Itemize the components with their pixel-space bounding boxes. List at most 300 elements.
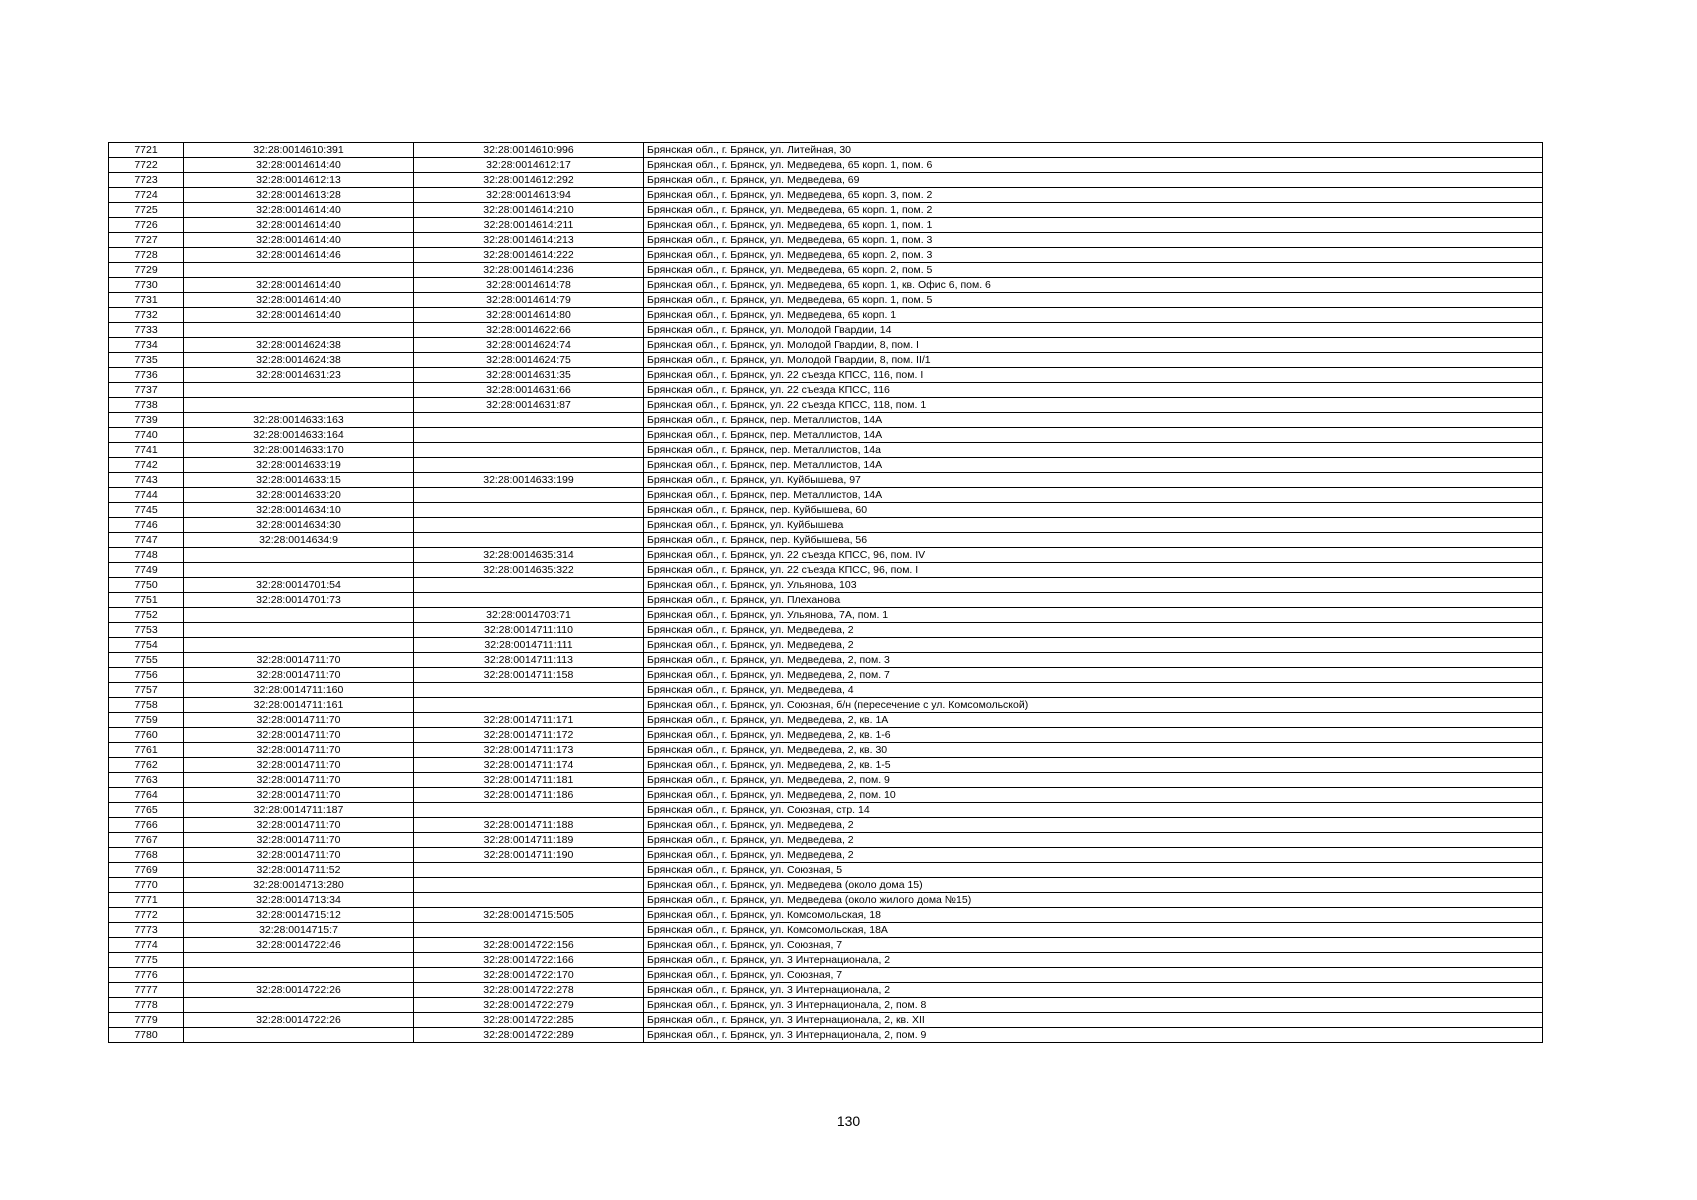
address-cell: Брянская обл., г. Брянск, ул. Медведева, 2: [644, 623, 1543, 638]
address-cell: Брянская обл., г. Брянск, пер. Металлистов, 14А: [644, 458, 1543, 473]
object-cadastral-cell: 32:28:0014614:211: [414, 218, 644, 233]
land-cadastral-cell: 32:28:0014610:391: [184, 143, 414, 158]
object-cadastral-cell: 32:28:0014711:171: [414, 713, 644, 728]
object-cadastral-cell: 32:28:0014631:66: [414, 383, 644, 398]
land-cadastral-cell: [184, 383, 414, 398]
row-number-cell: 7755: [109, 653, 184, 668]
row-number-cell: 7723: [109, 173, 184, 188]
object-cadastral-cell: 32:28:0014711:172: [414, 728, 644, 743]
land-cadastral-cell: 32:28:0014612:13: [184, 173, 414, 188]
table-row: [109, 368, 1543, 383]
object-cadastral-cell: [414, 578, 644, 593]
table-row: [109, 308, 1543, 323]
table-row: [109, 698, 1543, 713]
land-cadastral-cell: 32:28:0014713:280: [184, 878, 414, 893]
address-cell: Брянская обл., г. Брянск, ул. Медведева, 65 корп. 1, пом. 5: [644, 293, 1543, 308]
table-row: [109, 218, 1543, 233]
row-number-cell: 7758: [109, 698, 184, 713]
object-cadastral-cell: 32:28:0014722:156: [414, 938, 644, 953]
land-cadastral-cell: 32:28:0014711:70: [184, 653, 414, 668]
row-number-cell: 7750: [109, 578, 184, 593]
table-row: [109, 728, 1543, 743]
row-number-cell: 7741: [109, 443, 184, 458]
row-number-cell: 7778: [109, 998, 184, 1013]
land-cadastral-cell: 32:28:0014711:70: [184, 818, 414, 833]
table-row: [109, 593, 1543, 608]
row-number-cell: 7727: [109, 233, 184, 248]
object-cadastral-cell: 32:28:0014622:66: [414, 323, 644, 338]
row-number-cell: 7777: [109, 983, 184, 998]
object-cadastral-cell: 32:28:0014610:996: [414, 143, 644, 158]
object-cadastral-cell: 32:28:0014631:87: [414, 398, 644, 413]
land-cadastral-cell: [184, 623, 414, 638]
row-number-cell: 7763: [109, 773, 184, 788]
address-cell: Брянская обл., г. Брянск, пер. Куйбышева, 56: [644, 533, 1543, 548]
row-number-cell: 7737: [109, 383, 184, 398]
table-row: [109, 788, 1543, 803]
address-cell: Брянская обл., г. Брянск, ул. Медведева (около жилого дома №15): [644, 893, 1543, 908]
address-cell: Брянская обл., г. Брянск, ул. Медведева, 69: [644, 173, 1543, 188]
row-number-cell: 7780: [109, 1028, 184, 1043]
row-number-cell: 7765: [109, 803, 184, 818]
row-number-cell: 7730: [109, 278, 184, 293]
table-row: [109, 803, 1543, 818]
land-cadastral-cell: 32:28:0014614:46: [184, 248, 414, 263]
table-row: [109, 263, 1543, 278]
address-cell: Брянская обл., г. Брянск, ул. 22 съезда КПСС, 96, пом. I: [644, 563, 1543, 578]
table-row: [109, 893, 1543, 908]
table-row: [109, 818, 1543, 833]
land-cadastral-cell: [184, 563, 414, 578]
address-cell: Брянская обл., г. Брянск, ул. Союзная, 7: [644, 938, 1543, 953]
table-row: [109, 158, 1543, 173]
address-cell: Брянская обл., г. Брянск, ул. Союзная, стр. 14: [644, 803, 1543, 818]
address-cell: Брянская обл., г. Брянск, ул. Ульянова, 103: [644, 578, 1543, 593]
page-number: 130: [836, 1113, 861, 1129]
address-cell: Брянская обл., г. Брянск, пер. Металлистов, 14а: [644, 443, 1543, 458]
object-cadastral-cell: [414, 413, 644, 428]
address-cell: Брянская обл., г. Брянск, ул. Молодой Гвардии, 14: [644, 323, 1543, 338]
land-cadastral-cell: 32:28:0014711:160: [184, 683, 414, 698]
object-cadastral-cell: [414, 698, 644, 713]
land-cadastral-cell: 32:28:0014713:34: [184, 893, 414, 908]
land-cadastral-cell: 32:28:0014722:26: [184, 983, 414, 998]
row-number-cell: 7736: [109, 368, 184, 383]
row-number-cell: 7742: [109, 458, 184, 473]
table-row: [109, 833, 1543, 848]
table-row: [109, 518, 1543, 533]
row-number-cell: 7722: [109, 158, 184, 173]
table-row: [109, 458, 1543, 473]
object-cadastral-cell: 32:28:0014614:79: [414, 293, 644, 308]
table-row: [109, 488, 1543, 503]
object-cadastral-cell: [414, 518, 644, 533]
object-cadastral-cell: 32:28:0014722:279: [414, 998, 644, 1013]
row-number-cell: 7775: [109, 953, 184, 968]
land-cadastral-cell: 32:28:0014711:70: [184, 728, 414, 743]
object-cadastral-cell: 32:28:0014614:222: [414, 248, 644, 263]
object-cadastral-cell: 32:28:0014633:199: [414, 473, 644, 488]
object-cadastral-cell: 32:28:0014715:505: [414, 908, 644, 923]
object-cadastral-cell: 32:28:0014711:158: [414, 668, 644, 683]
object-cadastral-cell: 32:28:0014631:35: [414, 368, 644, 383]
object-cadastral-cell: 32:28:0014711:110: [414, 623, 644, 638]
object-cadastral-cell: 32:28:0014613:94: [414, 188, 644, 203]
land-cadastral-cell: 32:28:0014614:40: [184, 278, 414, 293]
row-number-cell: 7725: [109, 203, 184, 218]
object-cadastral-cell: [414, 503, 644, 518]
land-cadastral-cell: 32:28:0014614:40: [184, 203, 414, 218]
table-row: [109, 563, 1543, 578]
land-cadastral-cell: 32:28:0014711:70: [184, 773, 414, 788]
object-cadastral-cell: 32:28:0014722:289: [414, 1028, 644, 1043]
address-cell: Брянская обл., г. Брянск, ул. Медведева, 65 корп. 1: [644, 308, 1543, 323]
address-cell: Брянская обл., г. Брянск, ул. Медведева, 2, кв. 1А: [644, 713, 1543, 728]
address-cell: Брянская обл., г. Брянск, ул. Союзная, 5: [644, 863, 1543, 878]
row-number-cell: 7768: [109, 848, 184, 863]
address-cell: Брянская обл., г. Брянск, ул. 22 съезда КПСС, 116, пом. I: [644, 368, 1543, 383]
address-cell: Брянская обл., г. Брянск, ул. Медведева, 65 корп. 2, пом. 3: [644, 248, 1543, 263]
land-cadastral-cell: 32:28:0014633:170: [184, 443, 414, 458]
object-cadastral-cell: [414, 428, 644, 443]
address-cell: Брянская обл., г. Брянск, ул. Литейная, 30: [644, 143, 1543, 158]
table-row: [109, 173, 1543, 188]
address-cell: Брянская обл., г. Брянск, ул. Комсомольская, 18: [644, 908, 1543, 923]
table-row: [109, 773, 1543, 788]
address-cell: Брянская обл., г. Брянск, ул. Медведева, 65 корп. 2, пом. 5: [644, 263, 1543, 278]
land-cadastral-cell: 32:28:0014634:10: [184, 503, 414, 518]
address-cell: Брянская обл., г. Брянск, ул. Медведева, 2: [644, 818, 1543, 833]
object-cadastral-cell: [414, 923, 644, 938]
address-cell: Брянская обл., г. Брянск, ул. Медведева, 2, пом. 10: [644, 788, 1543, 803]
table-row: [109, 983, 1543, 998]
land-cadastral-cell: 32:28:0014633:15: [184, 473, 414, 488]
table-row: [109, 293, 1543, 308]
object-cadastral-cell: 32:28:0014722:285: [414, 1013, 644, 1028]
land-cadastral-cell: [184, 323, 414, 338]
object-cadastral-cell: 32:28:0014624:74: [414, 338, 644, 353]
table-row: [109, 578, 1543, 593]
table-row: [109, 713, 1543, 728]
land-cadastral-cell: 32:28:0014722:26: [184, 1013, 414, 1028]
land-cadastral-cell: 32:28:0014711:70: [184, 713, 414, 728]
land-cadastral-cell: 32:28:0014631:23: [184, 368, 414, 383]
row-number-cell: 7739: [109, 413, 184, 428]
land-cadastral-cell: 32:28:0014624:38: [184, 338, 414, 353]
row-number-cell: 7735: [109, 353, 184, 368]
row-number-cell: 7776: [109, 968, 184, 983]
table-row: [109, 203, 1543, 218]
table-row: [109, 248, 1543, 263]
object-cadastral-cell: 32:28:0014614:80: [414, 308, 644, 323]
table-row: [109, 653, 1543, 668]
land-cadastral-cell: 32:28:0014701:54: [184, 578, 414, 593]
land-cadastral-cell: 32:28:0014715:12: [184, 908, 414, 923]
row-number-cell: 7771: [109, 893, 184, 908]
object-cadastral-cell: 32:28:0014711:186: [414, 788, 644, 803]
table-row: [109, 968, 1543, 983]
table-row: [109, 533, 1543, 548]
land-cadastral-cell: 32:28:0014634:9: [184, 533, 414, 548]
land-cadastral-cell: 32:28:0014624:38: [184, 353, 414, 368]
address-cell: Брянская обл., г. Брянск, ул. Медведева, 2: [644, 833, 1543, 848]
row-number-cell: 7757: [109, 683, 184, 698]
land-cadastral-cell: 32:28:0014633:164: [184, 428, 414, 443]
row-number-cell: 7732: [109, 308, 184, 323]
object-cadastral-cell: 32:28:0014703:71: [414, 608, 644, 623]
table-row: [109, 743, 1543, 758]
address-cell: Брянская обл., г. Брянск, ул. Медведева, 65 корп. 1, пом. 6: [644, 158, 1543, 173]
land-cadastral-cell: [184, 953, 414, 968]
object-cadastral-cell: 32:28:0014635:322: [414, 563, 644, 578]
row-number-cell: 7752: [109, 608, 184, 623]
land-cadastral-cell: [184, 968, 414, 983]
object-cadastral-cell: 32:28:0014614:210: [414, 203, 644, 218]
table-row: [109, 188, 1543, 203]
address-cell: Брянская обл., г. Брянск, пер. Металлистов, 14А: [644, 428, 1543, 443]
address-cell: Брянская обл., г. Брянск, пер. Куйбышева, 60: [644, 503, 1543, 518]
table-row: [109, 323, 1543, 338]
object-cadastral-cell: [414, 488, 644, 503]
object-cadastral-cell: [414, 878, 644, 893]
address-cell: Брянская обл., г. Брянск, ул. 3 Интернационала, 2: [644, 983, 1543, 998]
object-cadastral-cell: [414, 683, 644, 698]
row-number-cell: 7756: [109, 668, 184, 683]
table-row: [109, 143, 1543, 158]
object-cadastral-cell: 32:28:0014722:170: [414, 968, 644, 983]
table-body: [109, 143, 1543, 1043]
object-cadastral-cell: [414, 533, 644, 548]
table-row: [109, 998, 1543, 1013]
table-row: [109, 863, 1543, 878]
table-row: [109, 1028, 1543, 1043]
object-cadastral-cell: 32:28:0014722:166: [414, 953, 644, 968]
address-cell: Брянская обл., г. Брянск, ул. Медведева, 2, кв. 1-5: [644, 758, 1543, 773]
row-number-cell: 7754: [109, 638, 184, 653]
land-cadastral-cell: [184, 398, 414, 413]
table-row: [109, 548, 1543, 563]
table-row: [109, 953, 1543, 968]
address-cell: Брянская обл., г. Брянск, ул. 3 Интернационала, 2, кв. XII: [644, 1013, 1543, 1028]
row-number-cell: 7747: [109, 533, 184, 548]
row-number-cell: 7745: [109, 503, 184, 518]
row-number-cell: 7760: [109, 728, 184, 743]
object-cadastral-cell: [414, 893, 644, 908]
object-cadastral-cell: 32:28:0014711:111: [414, 638, 644, 653]
address-cell: Брянская обл., г. Брянск, ул. Медведева, 65 корп. 1, пом. 3: [644, 233, 1543, 248]
table-row: [109, 383, 1543, 398]
row-number-cell: 7734: [109, 338, 184, 353]
object-cadastral-cell: 32:28:0014711:173: [414, 743, 644, 758]
table-row: [109, 398, 1543, 413]
row-number-cell: 7770: [109, 878, 184, 893]
land-cadastral-cell: 32:28:0014614:40: [184, 218, 414, 233]
row-number-cell: 7744: [109, 488, 184, 503]
object-cadastral-cell: 32:28:0014624:75: [414, 353, 644, 368]
row-number-cell: 7724: [109, 188, 184, 203]
row-number-cell: 7779: [109, 1013, 184, 1028]
land-cadastral-cell: 32:28:0014711:187: [184, 803, 414, 818]
row-number-cell: 7751: [109, 593, 184, 608]
row-number-cell: 7726: [109, 218, 184, 233]
address-cell: Брянская обл., г. Брянск, пер. Металлистов, 14А: [644, 413, 1543, 428]
address-cell: Брянская обл., г. Брянск, ул. Молодой Гвардии, 8, пом. I: [644, 338, 1543, 353]
table-row: [109, 923, 1543, 938]
row-number-cell: 7773: [109, 923, 184, 938]
land-cadastral-cell: 32:28:0014722:46: [184, 938, 414, 953]
object-cadastral-cell: [414, 803, 644, 818]
address-cell: Брянская обл., г. Брянск, ул. Куйбышева, 97: [644, 473, 1543, 488]
table-row: [109, 413, 1543, 428]
table-row: [109, 908, 1543, 923]
address-cell: Брянская обл., г. Брянск, ул. 22 съезда КПСС, 96, пом. IV: [644, 548, 1543, 563]
address-cell: Брянская обл., г. Брянск, ул. 3 Интернационала, 2, пом. 8: [644, 998, 1543, 1013]
row-number-cell: 7767: [109, 833, 184, 848]
address-cell: Брянская обл., г. Брянск, ул. Медведева, 65 корп. 1, кв. Офис 6, пом. 6: [644, 278, 1543, 293]
object-cadastral-cell: 32:28:0014722:278: [414, 983, 644, 998]
land-cadastral-cell: 32:28:0014613:28: [184, 188, 414, 203]
land-cadastral-cell: [184, 998, 414, 1013]
address-cell: Брянская обл., г. Брянск, ул. 3 Интернационала, 2: [644, 953, 1543, 968]
object-cadastral-cell: 32:28:0014614:236: [414, 263, 644, 278]
row-number-cell: 7761: [109, 743, 184, 758]
land-cadastral-cell: 32:28:0014633:163: [184, 413, 414, 428]
row-number-cell: 7748: [109, 548, 184, 563]
land-cadastral-cell: 32:28:0014633:19: [184, 458, 414, 473]
table-row: [109, 668, 1543, 683]
land-cadastral-cell: 32:28:0014614:40: [184, 293, 414, 308]
land-cadastral-cell: 32:28:0014634:30: [184, 518, 414, 533]
land-cadastral-cell: 32:28:0014711:70: [184, 743, 414, 758]
table-row: [109, 353, 1543, 368]
land-cadastral-cell: [184, 638, 414, 653]
address-cell: Брянская обл., г. Брянск, ул. 22 съезда КПСС, 116: [644, 383, 1543, 398]
object-cadastral-cell: 32:28:0014614:78: [414, 278, 644, 293]
table-row: [109, 938, 1543, 953]
land-cadastral-cell: 32:28:0014711:70: [184, 668, 414, 683]
row-number-cell: 7772: [109, 908, 184, 923]
row-number-cell: 7721: [109, 143, 184, 158]
address-cell: Брянская обл., г. Брянск, ул. Молодой Гвардии, 8, пом. II/1: [644, 353, 1543, 368]
table-row: [109, 278, 1543, 293]
table-row: [109, 503, 1543, 518]
row-number-cell: 7746: [109, 518, 184, 533]
object-cadastral-cell: 32:28:0014711:181: [414, 773, 644, 788]
table-row: [109, 473, 1543, 488]
table-row: [109, 338, 1543, 353]
land-cadastral-cell: 32:28:0014711:52: [184, 863, 414, 878]
address-cell: Брянская обл., г. Брянск, ул. Медведева (около дома 15): [644, 878, 1543, 893]
row-number-cell: 7729: [109, 263, 184, 278]
address-cell: Брянская обл., г. Брянск, ул. Медведева, 65 корп. 3, пом. 2: [644, 188, 1543, 203]
address-cell: Брянская обл., г. Брянск, ул. Медведева, 2, кв. 1-6: [644, 728, 1543, 743]
address-cell: Брянская обл., г. Брянск, ул. 22 съезда КПСС, 118, пом. 1: [644, 398, 1543, 413]
address-cell: Брянская обл., г. Брянск, ул. Медведева, 2, пом. 9: [644, 773, 1543, 788]
row-number-cell: 7769: [109, 863, 184, 878]
land-cadastral-cell: 32:28:0014711:70: [184, 758, 414, 773]
address-cell: Брянская обл., г. Брянск, ул. Медведева, 4: [644, 683, 1543, 698]
registry-table: [108, 142, 1543, 1043]
address-cell: Брянская обл., г. Брянск, ул. 3 Интернационала, 2, пом. 9: [644, 1028, 1543, 1043]
row-number-cell: 7766: [109, 818, 184, 833]
object-cadastral-cell: 32:28:0014614:213: [414, 233, 644, 248]
land-cadastral-cell: 32:28:0014711:161: [184, 698, 414, 713]
land-cadastral-cell: 32:28:0014701:73: [184, 593, 414, 608]
table-row: [109, 623, 1543, 638]
object-cadastral-cell: 32:28:0014635:314: [414, 548, 644, 563]
land-cadastral-cell: 32:28:0014715:7: [184, 923, 414, 938]
object-cadastral-cell: [414, 458, 644, 473]
table-row: [109, 233, 1543, 248]
row-number-cell: 7743: [109, 473, 184, 488]
land-cadastral-cell: 32:28:0014711:70: [184, 833, 414, 848]
object-cadastral-cell: 32:28:0014711:174: [414, 758, 644, 773]
land-cadastral-cell: [184, 263, 414, 278]
row-number-cell: 7731: [109, 293, 184, 308]
object-cadastral-cell: 32:28:0014711:189: [414, 833, 644, 848]
address-cell: Брянская обл., г. Брянск, ул. Куйбышева: [644, 518, 1543, 533]
land-cadastral-cell: 32:28:0014633:20: [184, 488, 414, 503]
table-row: [109, 848, 1543, 863]
address-cell: Брянская обл., г. Брянск, ул. Медведева, 2, кв. 30: [644, 743, 1543, 758]
object-cadastral-cell: 32:28:0014612:17: [414, 158, 644, 173]
land-cadastral-cell: [184, 608, 414, 623]
table-row: [109, 608, 1543, 623]
table-row: [109, 683, 1543, 698]
table-row: [109, 428, 1543, 443]
land-cadastral-cell: 32:28:0014614:40: [184, 158, 414, 173]
row-number-cell: 7740: [109, 428, 184, 443]
row-number-cell: 7774: [109, 938, 184, 953]
address-cell: Брянская обл., г. Брянск, ул. Медведева, 65 корп. 1, пом. 2: [644, 203, 1543, 218]
address-cell: Брянская обл., г. Брянск, ул. Плеханова: [644, 593, 1543, 608]
address-cell: Брянская обл., г. Брянск, ул. Ульянова, 7А, пом. 1: [644, 608, 1543, 623]
land-cadastral-cell: 32:28:0014711:70: [184, 788, 414, 803]
table-row: [109, 1013, 1543, 1028]
address-cell: Брянская обл., г. Брянск, ул. Комсомольская, 18А: [644, 923, 1543, 938]
object-cadastral-cell: 32:28:0014711:188: [414, 818, 644, 833]
land-cadastral-cell: 32:28:0014614:40: [184, 233, 414, 248]
address-cell: Брянская обл., г. Брянск, пер. Металлистов, 14А: [644, 488, 1543, 503]
row-number-cell: 7759: [109, 713, 184, 728]
address-cell: Брянская обл., г. Брянск, ул. Медведева, 2, пом. 3: [644, 653, 1543, 668]
address-cell: Брянская обл., г. Брянск, ул. Союзная, 7: [644, 968, 1543, 983]
row-number-cell: 7764: [109, 788, 184, 803]
object-cadastral-cell: [414, 593, 644, 608]
object-cadastral-cell: 32:28:0014612:292: [414, 173, 644, 188]
object-cadastral-cell: 32:28:0014711:190: [414, 848, 644, 863]
object-cadastral-cell: 32:28:0014711:113: [414, 653, 644, 668]
address-cell: Брянская обл., г. Брянск, ул. Медведева, 65 корп. 1, пом. 1: [644, 218, 1543, 233]
address-cell: Брянская обл., г. Брянск, ул. Медведева, 2: [644, 638, 1543, 653]
table-row: [109, 878, 1543, 893]
land-cadastral-cell: 32:28:0014711:70: [184, 848, 414, 863]
row-number-cell: 7762: [109, 758, 184, 773]
address-cell: Брянская обл., г. Брянск, ул. Союзная, б/н (пересечение с ул. Комсомольской): [644, 698, 1543, 713]
row-number-cell: 7749: [109, 563, 184, 578]
row-number-cell: 7728: [109, 248, 184, 263]
row-number-cell: 7753: [109, 623, 184, 638]
land-cadastral-cell: [184, 548, 414, 563]
object-cadastral-cell: [414, 443, 644, 458]
object-cadastral-cell: [414, 863, 644, 878]
address-cell: Брянская обл., г. Брянск, ул. Медведева, 2, пом. 7: [644, 668, 1543, 683]
land-cadastral-cell: 32:28:0014614:40: [184, 308, 414, 323]
table-row: [109, 638, 1543, 653]
land-cadastral-cell: [184, 1028, 414, 1043]
table-row: [109, 758, 1543, 773]
row-number-cell: 7733: [109, 323, 184, 338]
